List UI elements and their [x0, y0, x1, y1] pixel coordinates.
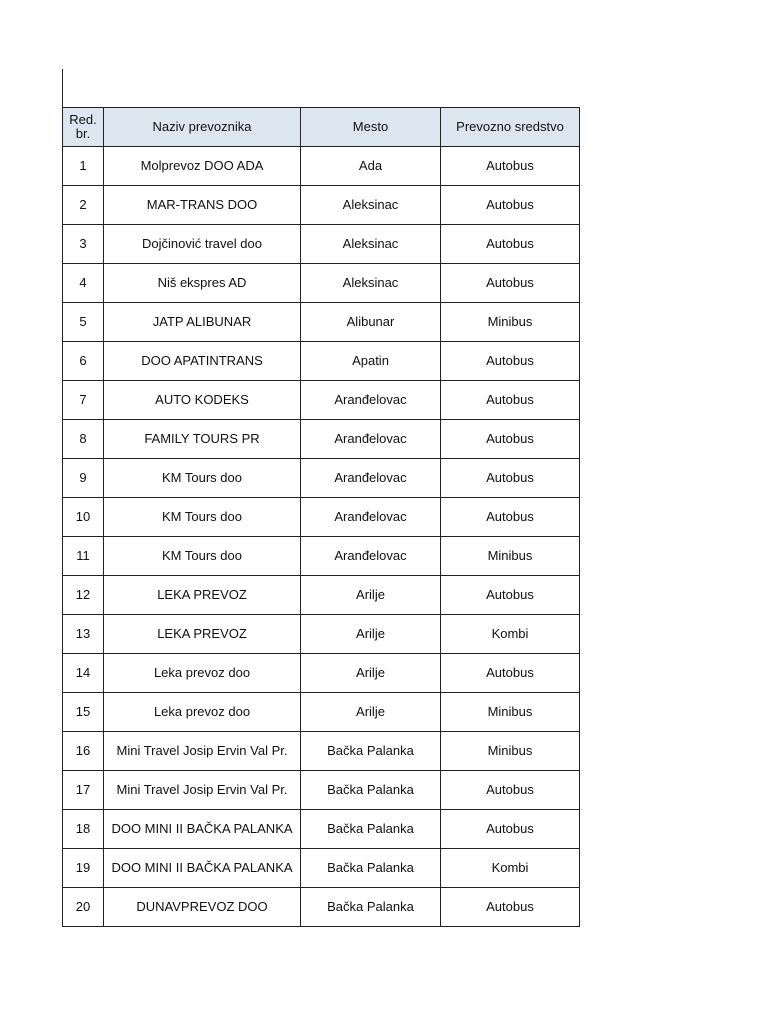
table-row [63, 654, 580, 693]
table-header [63, 108, 580, 147]
cell-vehicle: Minibus [441, 693, 580, 732]
table-row [63, 186, 580, 225]
cell-vehicle: Autobus [441, 810, 580, 849]
cell-city: Arilje [301, 693, 441, 732]
cell-carrier-name: KM Tours doo [104, 498, 301, 537]
cell-carrier-name: Mini Travel Josip Ervin Val Pr. [104, 732, 301, 771]
header-row-number-line1: Red. [69, 112, 97, 127]
cell-city: Bačka Palanka [301, 732, 441, 771]
table-row [63, 420, 580, 459]
cell-carrier-name: JATP ALIBUNAR [104, 303, 301, 342]
cell-row-number: 19 [63, 849, 104, 888]
cell-row-number: 11 [63, 537, 104, 576]
cell-city: Aleksinac [301, 186, 441, 225]
cell-vehicle: Autobus [441, 342, 580, 381]
cell-city: Arilje [301, 615, 441, 654]
cell-vehicle: Autobus [441, 498, 580, 537]
header-row-number-line2: br. [75, 126, 91, 141]
cell-row-number: 7 [63, 381, 104, 420]
table-row [63, 849, 580, 888]
table-row [63, 576, 580, 615]
cell-carrier-name: DOO MINI II BAČKA PALANKA [104, 810, 301, 849]
cell-vehicle: Minibus [441, 303, 580, 342]
table-row [63, 147, 580, 186]
cell-row-number: 15 [63, 693, 104, 732]
carriers-table [62, 107, 580, 927]
table-row [63, 810, 580, 849]
cell-row-number: 6 [63, 342, 104, 381]
table-row [63, 771, 580, 810]
cell-carrier-name: Molprevoz DOO ADA [104, 147, 301, 186]
cell-vehicle: Autobus [441, 225, 580, 264]
cell-row-number: 4 [63, 264, 104, 303]
cell-vehicle: Autobus [441, 576, 580, 615]
cell-row-number: 8 [63, 420, 104, 459]
cell-carrier-name: Mini Travel Josip Ervin Val Pr. [104, 771, 301, 810]
cell-vehicle: Autobus [441, 459, 580, 498]
cell-row-number: 3 [63, 225, 104, 264]
table-row [63, 888, 580, 927]
cell-carrier-name: LEKA PREVOZ [104, 576, 301, 615]
cell-city: Aranđelovac [301, 459, 441, 498]
cell-carrier-name: LEKA PREVOZ [104, 615, 301, 654]
cell-row-number: 9 [63, 459, 104, 498]
cell-vehicle: Minibus [441, 537, 580, 576]
cell-vehicle: Autobus [441, 381, 580, 420]
cell-row-number: 12 [63, 576, 104, 615]
cell-city: Arilje [301, 576, 441, 615]
cell-row-number: 17 [63, 771, 104, 810]
cell-carrier-name: KM Tours doo [104, 537, 301, 576]
cell-carrier-name: FAMILY TOURS PR [104, 420, 301, 459]
table-row [63, 225, 580, 264]
cell-carrier-name: DOO MINI II BAČKA PALANKA [104, 849, 301, 888]
cell-carrier-name: Leka prevoz doo [104, 693, 301, 732]
cell-city: Bačka Palanka [301, 888, 441, 927]
cell-city: Aleksinac [301, 225, 441, 264]
table-row [63, 459, 580, 498]
cell-city: Arilje [301, 654, 441, 693]
table-row [63, 615, 580, 654]
cell-city: Bačka Palanka [301, 771, 441, 810]
cell-vehicle: Autobus [441, 420, 580, 459]
table-body [63, 147, 580, 927]
cell-vehicle: Kombi [441, 849, 580, 888]
header-carrier-name: Naziv prevoznika [104, 108, 301, 147]
cell-row-number: 2 [63, 186, 104, 225]
table-row [63, 693, 580, 732]
left-border-line [62, 69, 63, 108]
table-row [63, 537, 580, 576]
table-row [63, 303, 580, 342]
cell-carrier-name: AUTO KODEKS [104, 381, 301, 420]
cell-carrier-name: DUNAVPREVOZ DOO [104, 888, 301, 927]
header-vehicle: Prevozno sredstvo [441, 108, 580, 147]
cell-carrier-name: Dojčinović travel doo [104, 225, 301, 264]
header-row-number [63, 108, 104, 147]
cell-vehicle: Autobus [441, 654, 580, 693]
cell-city: Aranđelovac [301, 381, 441, 420]
cell-vehicle: Minibus [441, 732, 580, 771]
cell-row-number: 18 [63, 810, 104, 849]
cell-vehicle: Autobus [441, 264, 580, 303]
header-row [63, 108, 580, 147]
cell-carrier-name: Niš ekspres AD [104, 264, 301, 303]
cell-vehicle: Autobus [441, 888, 580, 927]
cell-vehicle: Autobus [441, 771, 580, 810]
cell-vehicle: Kombi [441, 615, 580, 654]
cell-row-number: 5 [63, 303, 104, 342]
cell-carrier-name: KM Tours doo [104, 459, 301, 498]
cell-row-number: 16 [63, 732, 104, 771]
cell-row-number: 14 [63, 654, 104, 693]
cell-city: Bačka Palanka [301, 810, 441, 849]
table-row [63, 732, 580, 771]
cell-row-number: 20 [63, 888, 104, 927]
table-row [63, 264, 580, 303]
table-row [63, 381, 580, 420]
cell-vehicle: Autobus [441, 147, 580, 186]
cell-city: Apatin [301, 342, 441, 381]
cell-city: Aleksinac [301, 264, 441, 303]
table-row [63, 342, 580, 381]
header-city: Mesto [301, 108, 441, 147]
cell-city: Aranđelovac [301, 498, 441, 537]
cell-vehicle: Autobus [441, 186, 580, 225]
cell-carrier-name: Leka prevoz doo [104, 654, 301, 693]
table-row [63, 498, 580, 537]
cell-row-number: 13 [63, 615, 104, 654]
cell-city: Bačka Palanka [301, 849, 441, 888]
cell-carrier-name: DOO APATINTRANS [104, 342, 301, 381]
cell-row-number: 1 [63, 147, 104, 186]
cell-city: Aranđelovac [301, 420, 441, 459]
cell-city: Aranđelovac [301, 537, 441, 576]
cell-row-number: 10 [63, 498, 104, 537]
cell-carrier-name: MAR-TRANS DOO [104, 186, 301, 225]
cell-city: Alibunar [301, 303, 441, 342]
cell-city: Ada [301, 147, 441, 186]
